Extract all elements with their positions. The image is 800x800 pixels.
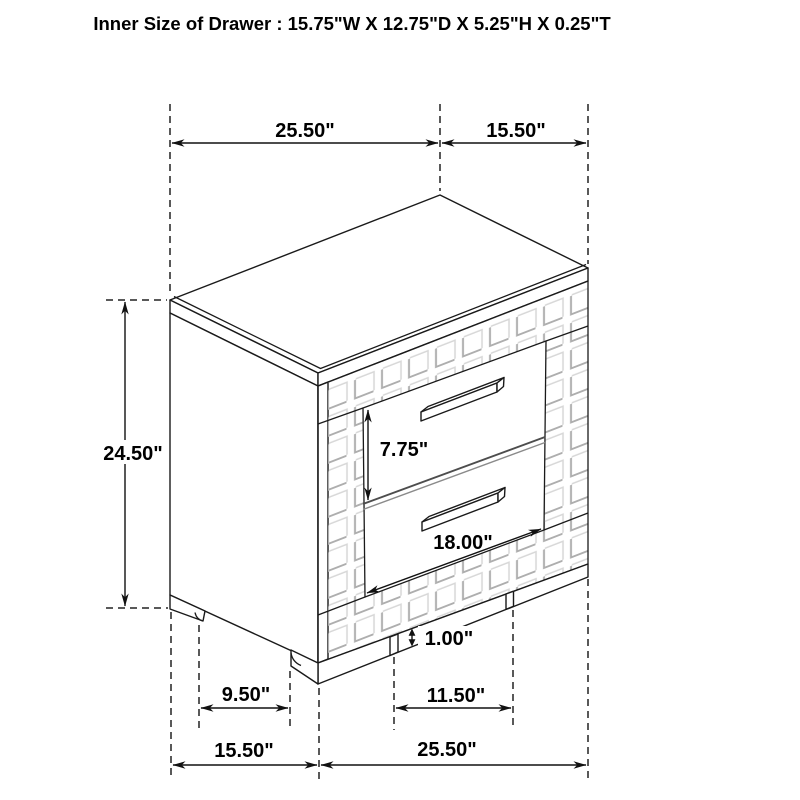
dim-label: 7.75" (379, 439, 429, 461)
dim-base-height (409, 626, 482, 650)
dim-label: 25.50" (275, 120, 335, 142)
dim-bottom-width (321, 739, 586, 765)
dim-label: 1.00" (424, 628, 474, 650)
dim-label: 18.00" (433, 532, 493, 554)
dim-label: 15.50" (486, 120, 546, 142)
dim-front-leg-spacing (396, 685, 511, 708)
dim-overall-height (98, 302, 168, 606)
dim-top-width (172, 120, 438, 143)
dim-label: 24.50" (103, 443, 163, 465)
dim-top-depth (442, 120, 586, 143)
dim-drawer-height (368, 410, 428, 500)
dim-bottom-depth (173, 740, 317, 765)
handle-front-face (421, 383, 497, 421)
dim-label: 15.50" (214, 740, 274, 762)
dim-label: 11.50" (426, 685, 486, 707)
foot-front-right (506, 591, 514, 609)
drawer-handle-top (421, 378, 504, 422)
dim-side-leg-spacing (201, 684, 288, 708)
handle-front-face (422, 493, 498, 531)
page-title: Inner Size of Drawer : 15.75"W X 12.75"D X 5.25"H X 0.25"T (93, 13, 611, 34)
foot-front-mid (390, 634, 398, 656)
drawer-handle-bottom (422, 488, 505, 532)
dim-label: 9.50" (221, 684, 271, 706)
dim-label: 25.50" (417, 739, 477, 761)
